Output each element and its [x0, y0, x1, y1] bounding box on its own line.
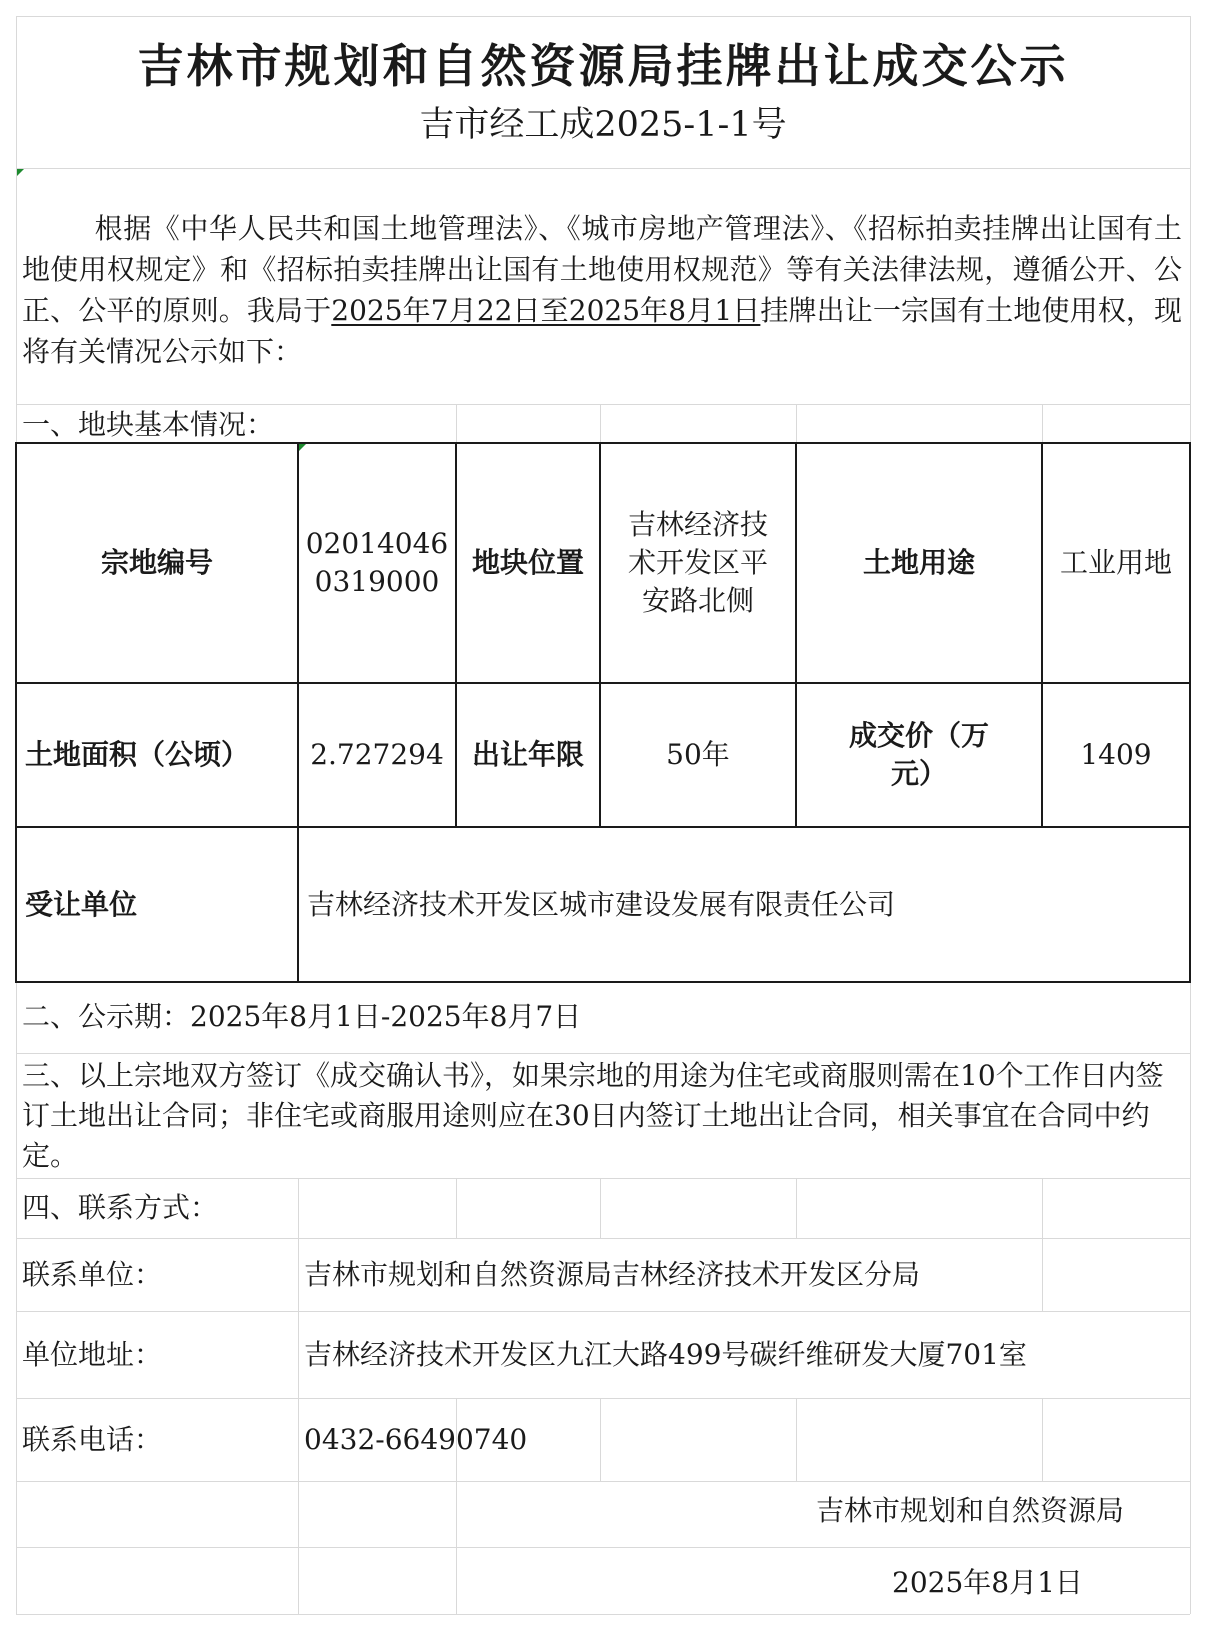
- signature-date: 2025年8月1日: [892, 1566, 1083, 1599]
- cell-comment-marker: [17, 169, 24, 176]
- intro-period: 2025年7月22日至2025年8月1日: [331, 294, 761, 327]
- contact-unit-label: 联系单位：: [22, 1258, 163, 1291]
- parcel-no-label: 宗地编号: [100, 546, 213, 579]
- location-value: 吉林经济技术开发区平安路北侧: [627, 508, 768, 617]
- document-number: 吉市经工成2025-1-1号: [419, 105, 787, 145]
- publicity-period: 二、公示期：2025年8月1日-2025年8月7日: [22, 1000, 582, 1033]
- term-value: 50年: [666, 738, 730, 771]
- use-value: 工业用地: [1059, 546, 1172, 579]
- grantee-value: 吉林经济技术开发区城市建设发展有限责任公司: [307, 887, 896, 921]
- document-title: 吉林市规划和自然资源局挂牌出让成交公示: [137, 39, 1069, 93]
- section4-heading: 四、联系方式：: [22, 1191, 219, 1224]
- parcel-no-value: 020140460319000: [305, 527, 449, 598]
- contact-phone-label: 联系电话：: [22, 1423, 163, 1456]
- price-value: 1409: [1080, 738, 1152, 771]
- contact-phone: 0432-66490740: [304, 1423, 528, 1456]
- term-label: 出让年限: [471, 738, 584, 771]
- section1-heading: 一、地块基本情况：: [22, 408, 275, 441]
- contact-unit: 吉林市规划和自然资源局吉林经济技术开发区分局: [304, 1258, 921, 1291]
- use-label: 土地用途: [862, 546, 975, 579]
- intro-text-after: 挂牌出让一宗国有土地使用权，现将有关情况公示如下：: [22, 294, 1182, 368]
- section3-text: 三、以上宗地双方签订《成交确认书》，如果宗地的用途为住宅或商服则需在10个工作日内签订土地出让合同；非住宅或商服用途则应在30日内签订土地出让合同，相关事宜在合同中约定。: [22, 1059, 1164, 1172]
- intro-paragraph: [22, 208, 1182, 372]
- area-label: 土地面积（公顷）: [25, 738, 250, 771]
- location-label: 地块位置: [471, 546, 584, 579]
- contact-address-label: 单位地址：: [22, 1338, 163, 1371]
- intro-text-before: 根据《中华人民共和国土地管理法》、《城市房地产管理法》、《招标拍卖挂牌出让国有土地使用权规定》和《招标拍卖挂牌出让国有土地使用权规范》等有关法律法规，遵循公开、公正、公平的原则。我局于: [22, 212, 1182, 327]
- signature-org: 吉林市规划和自然资源局: [816, 1494, 1125, 1527]
- grantee-label: 受让单位: [25, 887, 138, 921]
- contact-address: 吉林经济技术开发区九江大路499号碳纤维研发大厦701室: [304, 1338, 1027, 1371]
- price-label: 成交价（万元）: [848, 719, 989, 790]
- area-value: 2.727294: [310, 738, 444, 771]
